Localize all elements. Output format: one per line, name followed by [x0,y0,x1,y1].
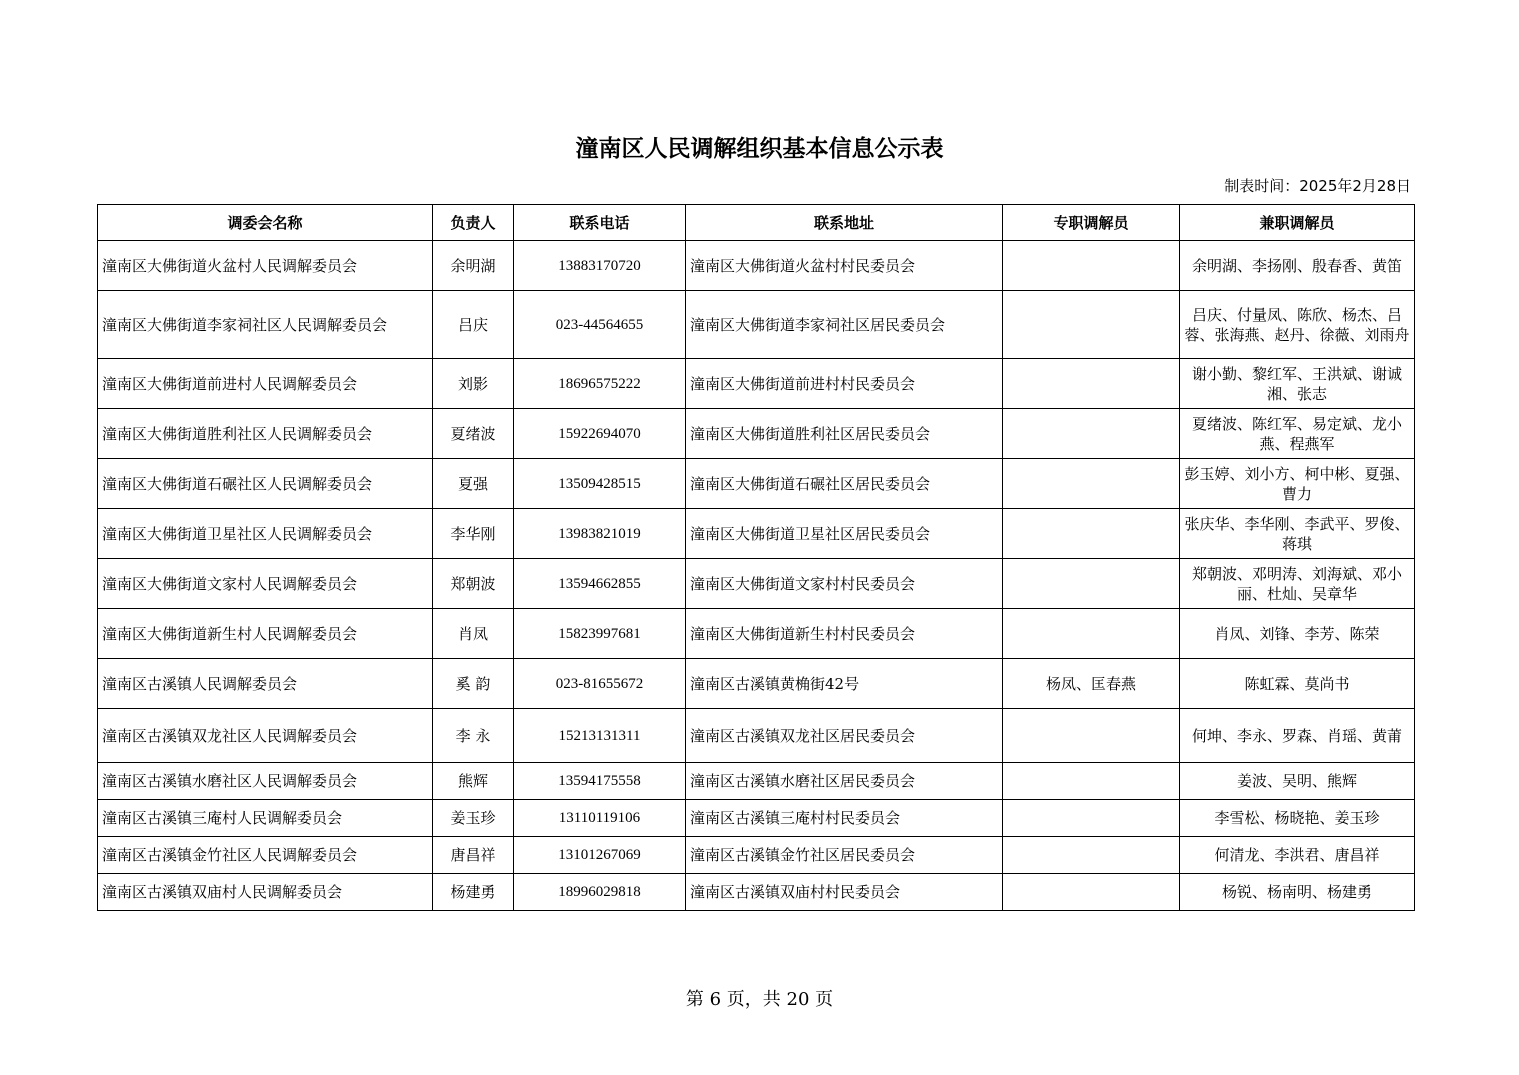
address-cell: 潼南区大佛街道文家村村民委员会 [686,559,1003,609]
phone-cell: 023-81655672 [514,659,686,709]
table-row [98,359,1415,409]
person-in-charge-cell: 唐昌祥 [433,837,514,874]
table-row [98,837,1415,874]
table-header-row [98,205,1415,241]
parttime-mediators-cell: 郑朝波、邓明涛、刘海斌、邓小丽、杜灿、吴章华 [1180,559,1415,609]
header-phone: 联系电话 [514,205,686,241]
fulltime-mediators-cell [1003,291,1180,359]
address-cell: 潼南区古溪镇三庵村村民委员会 [686,800,1003,837]
address-cell: 潼南区大佛街道前进村村民委员会 [686,359,1003,409]
address-cell: 潼南区大佛街道石碾社区居民委员会 [686,459,1003,509]
parttime-mediators-cell: 彭玉婷、刘小方、柯中彬、夏强、曹力 [1180,459,1415,509]
fulltime-mediators-cell [1003,837,1180,874]
committee-name-cell: 潼南区大佛街道文家村人民调解委员会 [98,559,433,609]
address-cell: 潼南区古溪镇水磨社区居民委员会 [686,763,1003,800]
phone-cell: 13101267069 [514,837,686,874]
person-in-charge-cell: 郑朝波 [433,559,514,609]
person-in-charge-cell: 奚 韵 [433,659,514,709]
address-cell: 潼南区古溪镇双庙村村民委员会 [686,874,1003,911]
person-in-charge-cell: 杨建勇 [433,874,514,911]
committee-name-cell: 潼南区古溪镇双庙村人民调解委员会 [98,874,433,911]
table-row [98,659,1415,709]
person-in-charge-cell: 刘影 [433,359,514,409]
person-in-charge-cell: 李 永 [433,709,514,763]
table-row [98,509,1415,559]
person-in-charge-cell: 夏强 [433,459,514,509]
table-row [98,291,1415,359]
header-person-in-charge: 负责人 [433,205,514,241]
committee-name-cell: 潼南区古溪镇三庵村人民调解委员会 [98,800,433,837]
committee-name-cell: 潼南区大佛街道胜利社区人民调解委员会 [98,409,433,459]
address-cell: 潼南区大佛街道火盆村村民委员会 [686,241,1003,291]
fulltime-mediators-cell [1003,241,1180,291]
phone-cell: 13509428515 [514,459,686,509]
committee-name-cell: 潼南区大佛街道李家祠社区人民调解委员会 [98,291,433,359]
committee-name-cell: 潼南区古溪镇水磨社区人民调解委员会 [98,763,433,800]
fulltime-mediators-cell: 杨凤、匡春燕 [1003,659,1180,709]
person-in-charge-cell: 姜玉珍 [433,800,514,837]
phone-cell: 13110119106 [514,800,686,837]
phone-cell: 13983821019 [514,509,686,559]
phone-cell: 13883170720 [514,241,686,291]
committee-name-cell: 潼南区古溪镇双龙社区人民调解委员会 [98,709,433,763]
parttime-mediators-cell: 张庆华、李华刚、李武平、罗俊、蒋琪 [1180,509,1415,559]
parttime-mediators-cell: 肖凤、刘锋、李芳、陈荣 [1180,609,1415,659]
header-committee-name: 调委会名称 [98,205,433,241]
table-row [98,763,1415,800]
phone-cell: 13594175558 [514,763,686,800]
committee-name-cell: 潼南区大佛街道石碾社区人民调解委员会 [98,459,433,509]
person-in-charge-cell: 吕庆 [433,291,514,359]
phone-cell: 023-44564655 [514,291,686,359]
address-cell: 潼南区大佛街道李家祠社区居民委员会 [686,291,1003,359]
table-row [98,559,1415,609]
mediation-info-table [97,204,1415,911]
committee-name-cell: 潼南区古溪镇金竹社区人民调解委员会 [98,837,433,874]
phone-cell: 13594662855 [514,559,686,609]
fulltime-mediators-cell [1003,609,1180,659]
parttime-mediators-cell: 何坤、李永、罗森、肖瑶、黄莆 [1180,709,1415,763]
page-title: 潼南区人民调解组织基本信息公示表 [575,136,944,162]
fulltime-mediators-cell [1003,763,1180,800]
parttime-mediators-cell: 夏绪波、陈红军、易定斌、龙小燕、程燕军 [1180,409,1415,459]
committee-name-cell: 潼南区古溪镇人民调解委员会 [98,659,433,709]
person-in-charge-cell: 肖凤 [433,609,514,659]
fulltime-mediators-cell [1003,800,1180,837]
address-cell: 潼南区大佛街道新生村村民委员会 [686,609,1003,659]
phone-cell: 18696575222 [514,359,686,409]
phone-cell: 15213131311 [514,709,686,763]
table-row [98,609,1415,659]
parttime-mediators-cell: 谢小勤、黎红军、王洪斌、谢诚湘、张志 [1180,359,1415,409]
table-row [98,874,1415,911]
page-footer: 第 6 页，共 20 页 [685,989,834,1010]
person-in-charge-cell: 李华刚 [433,509,514,559]
table-row [98,709,1415,763]
phone-cell: 15922694070 [514,409,686,459]
table-row [98,800,1415,837]
committee-name-cell: 潼南区大佛街道前进村人民调解委员会 [98,359,433,409]
address-cell: 潼南区古溪镇金竹社区居民委员会 [686,837,1003,874]
fulltime-mediators-cell [1003,459,1180,509]
parttime-mediators-cell: 陈虹霖、莫尚书 [1180,659,1415,709]
committee-name-cell: 潼南区大佛街道火盆村人民调解委员会 [98,241,433,291]
header-fulltime-mediators: 专职调解员 [1003,205,1180,241]
address-cell: 潼南区古溪镇双龙社区居民委员会 [686,709,1003,763]
table-row [98,459,1415,509]
phone-cell: 18996029818 [514,874,686,911]
committee-name-cell: 潼南区大佛街道新生村人民调解委员会 [98,609,433,659]
committee-name-cell: 潼南区大佛街道卫星社区人民调解委员会 [98,509,433,559]
parttime-mediators-cell: 李雪松、杨晓艳、姜玉珍 [1180,800,1415,837]
table-row [98,241,1415,291]
person-in-charge-cell: 熊辉 [433,763,514,800]
parttime-mediators-cell: 余明湖、李扬刚、殷春香、黄笛 [1180,241,1415,291]
header-parttime-mediators: 兼职调解员 [1180,205,1415,241]
fulltime-mediators-cell [1003,874,1180,911]
person-in-charge-cell: 夏绪波 [433,409,514,459]
parttime-mediators-cell: 杨锐、杨南明、杨建勇 [1180,874,1415,911]
fulltime-mediators-cell [1003,559,1180,609]
parttime-mediators-cell: 吕庆、付量凤、陈欣、杨杰、吕蓉、张海燕、赵丹、徐薇、刘雨舟 [1180,291,1415,359]
address-cell: 潼南区大佛街道卫星社区居民委员会 [686,509,1003,559]
header-address: 联系地址 [686,205,1003,241]
phone-cell: 15823997681 [514,609,686,659]
parttime-mediators-cell: 何清龙、李洪君、唐昌祥 [1180,837,1415,874]
fulltime-mediators-cell [1003,359,1180,409]
address-cell: 潼南区古溪镇黄桷街42号 [686,659,1003,709]
table-row [98,409,1415,459]
date-label: 制表时间：2025年2月28日 [1224,177,1411,195]
fulltime-mediators-cell [1003,509,1180,559]
parttime-mediators-cell: 姜波、吴明、熊辉 [1180,763,1415,800]
person-in-charge-cell: 余明湖 [433,241,514,291]
address-cell: 潼南区大佛街道胜利社区居民委员会 [686,409,1003,459]
fulltime-mediators-cell [1003,409,1180,459]
fulltime-mediators-cell [1003,709,1180,763]
